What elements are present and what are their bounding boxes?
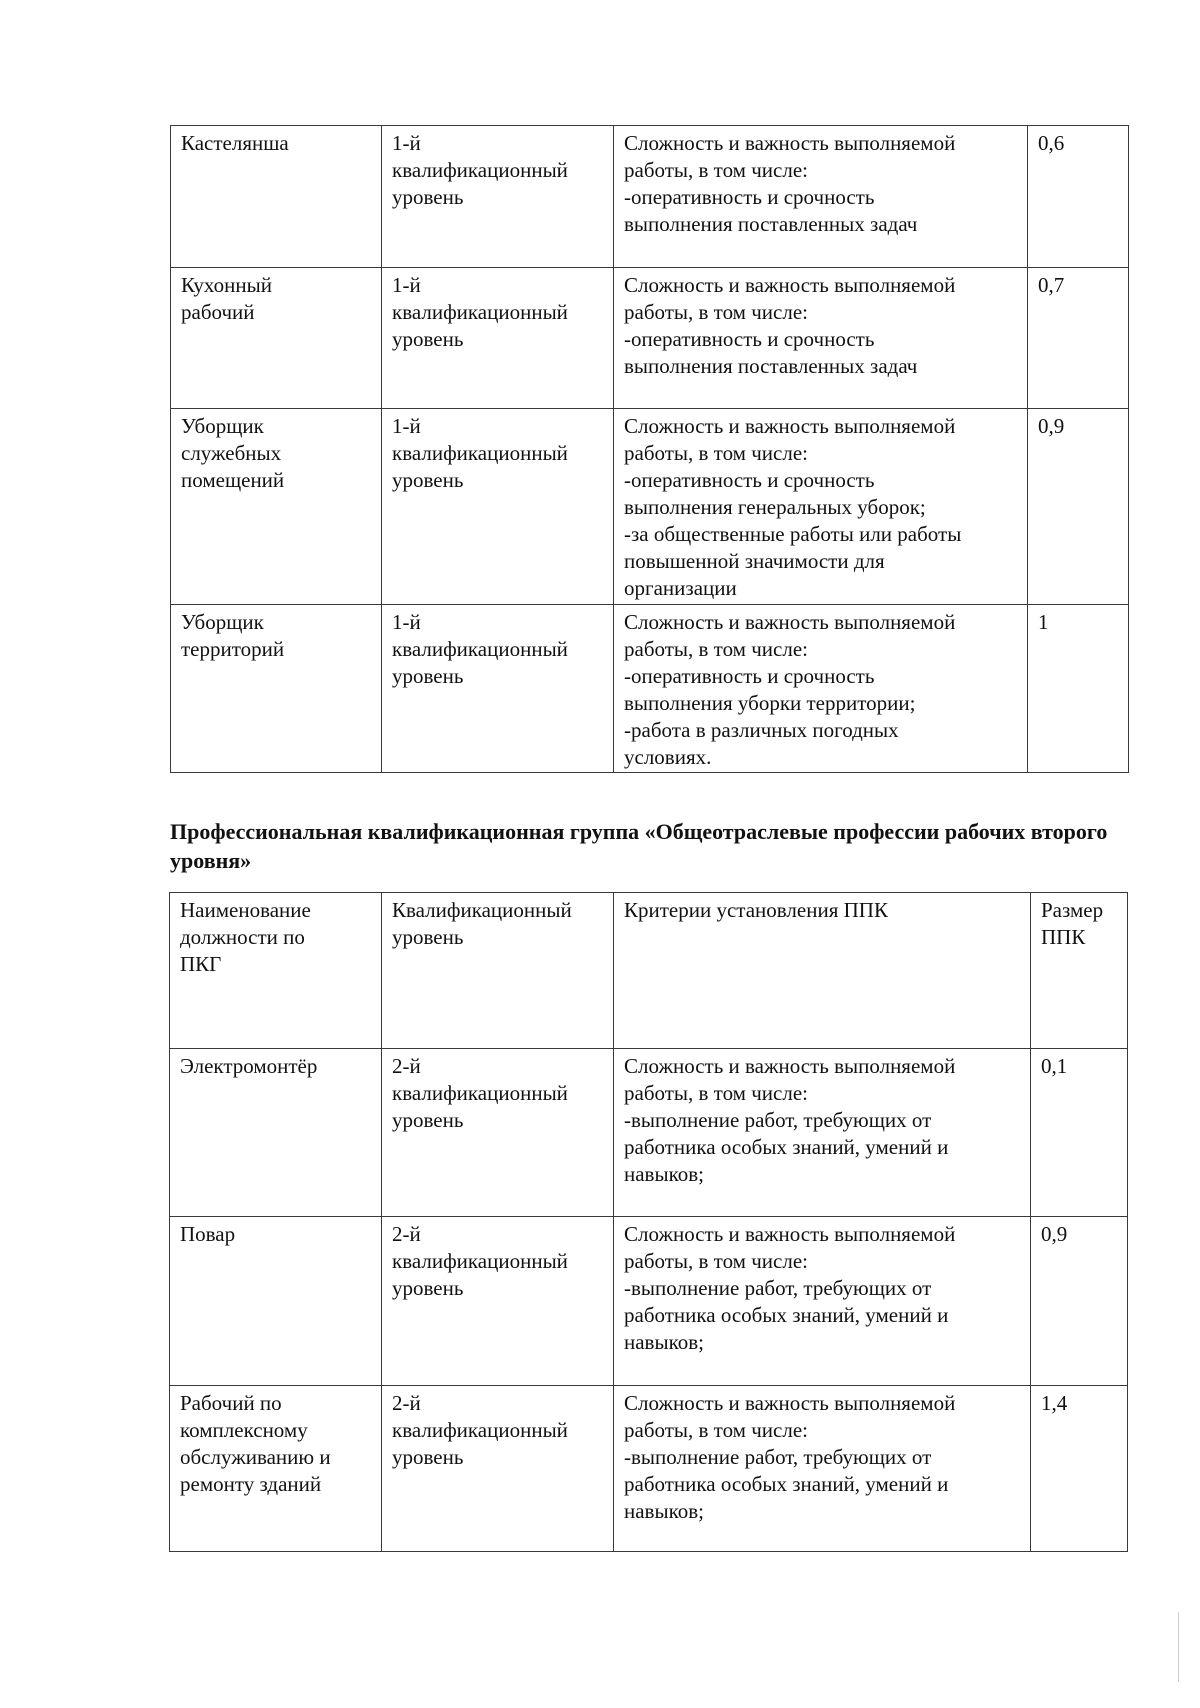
size-cell: 0,9 [1028,409,1129,605]
criteria-cell: Сложность и важность выполняемой работы, в том числе: -оперативность и срочность выполнения генеральных уборок; -за общественные работы или работы повышенной значимости для организации [614,409,1028,605]
table-row [171,126,1129,268]
header-criteria-cell: Критерии установления ППК [614,893,1031,1049]
criteria-cell: Сложность и важность выполняемой работы, в том числе: -выполнение работ, требующих от работника особых знаний, умений и навыков; [614,1217,1031,1386]
position-cell: Кастелянша [171,126,382,268]
size-cell: 1,4 [1031,1386,1128,1552]
table-header-row [170,893,1128,1049]
table-row [170,1217,1128,1386]
table-row [171,268,1129,409]
header-level-cell: Квалификационный уровень [382,893,614,1049]
position-cell: Уборщик территорий [171,605,382,773]
qualification-group-heading: Профессиональная квалификационная группа «Общеотраслевые профессии рабочих второго уровня» [170,819,1108,873]
first-level-positions-table [170,125,1129,773]
position-cell: Электромонтёр [170,1049,382,1217]
level-cell: 1-й квалификационный уровень [382,268,614,409]
scan-edge-mark [1178,1612,1179,1682]
header-size-cell: Размер ППК [1031,893,1128,1049]
level-cell: 1-й квалификационный уровень [382,605,614,773]
table-row [170,1386,1128,1552]
level-cell: 2-й квалификационный уровень [382,1386,614,1552]
size-cell: 0,9 [1031,1217,1128,1386]
level-cell: 1-й квалификационный уровень [382,126,614,268]
position-cell: Рабочий по комплексному обслуживанию и ремонту зданий [170,1386,382,1552]
size-cell: 0,6 [1028,126,1129,268]
criteria-cell: Сложность и важность выполняемой работы, в том числе: -выполнение работ, требующих от работника особых знаний, умений и навыков; [614,1049,1031,1217]
table-row [171,605,1129,773]
criteria-cell: Сложность и важность выполняемой работы, в том числе: -выполнение работ, требующих от работника особых знаний, умений и навыков; [614,1386,1031,1552]
level-cell: 1-й квалификационный уровень [382,409,614,605]
table-row [170,1049,1128,1217]
position-cell: Кухонный рабочий [171,268,382,409]
criteria-cell: Сложность и важность выполняемой работы, в том числе: -оперативность и срочность выполнения поставленных задач [614,126,1028,268]
position-cell: Уборщик служебных помещений [171,409,382,605]
level-cell: 2-й квалификационный уровень [382,1049,614,1217]
position-cell: Повар [170,1217,382,1386]
size-cell: 1 [1028,605,1129,773]
size-cell: 0,1 [1031,1049,1128,1217]
level-cell: 2-й квалификационный уровень [382,1217,614,1386]
table-row [171,409,1129,605]
header-position-cell: Наименование должности по ПКГ [170,893,382,1049]
second-level-positions-table [169,892,1128,1552]
criteria-cell: Сложность и важность выполняемой работы, в том числе: -оперативность и срочность выполнения поставленных задач [614,268,1028,409]
criteria-cell: Сложность и важность выполняемой работы, в том числе: -оперативность и срочность выполнения уборки территории; -работа в различных погодных условиях. [614,605,1028,773]
size-cell: 0,7 [1028,268,1129,409]
